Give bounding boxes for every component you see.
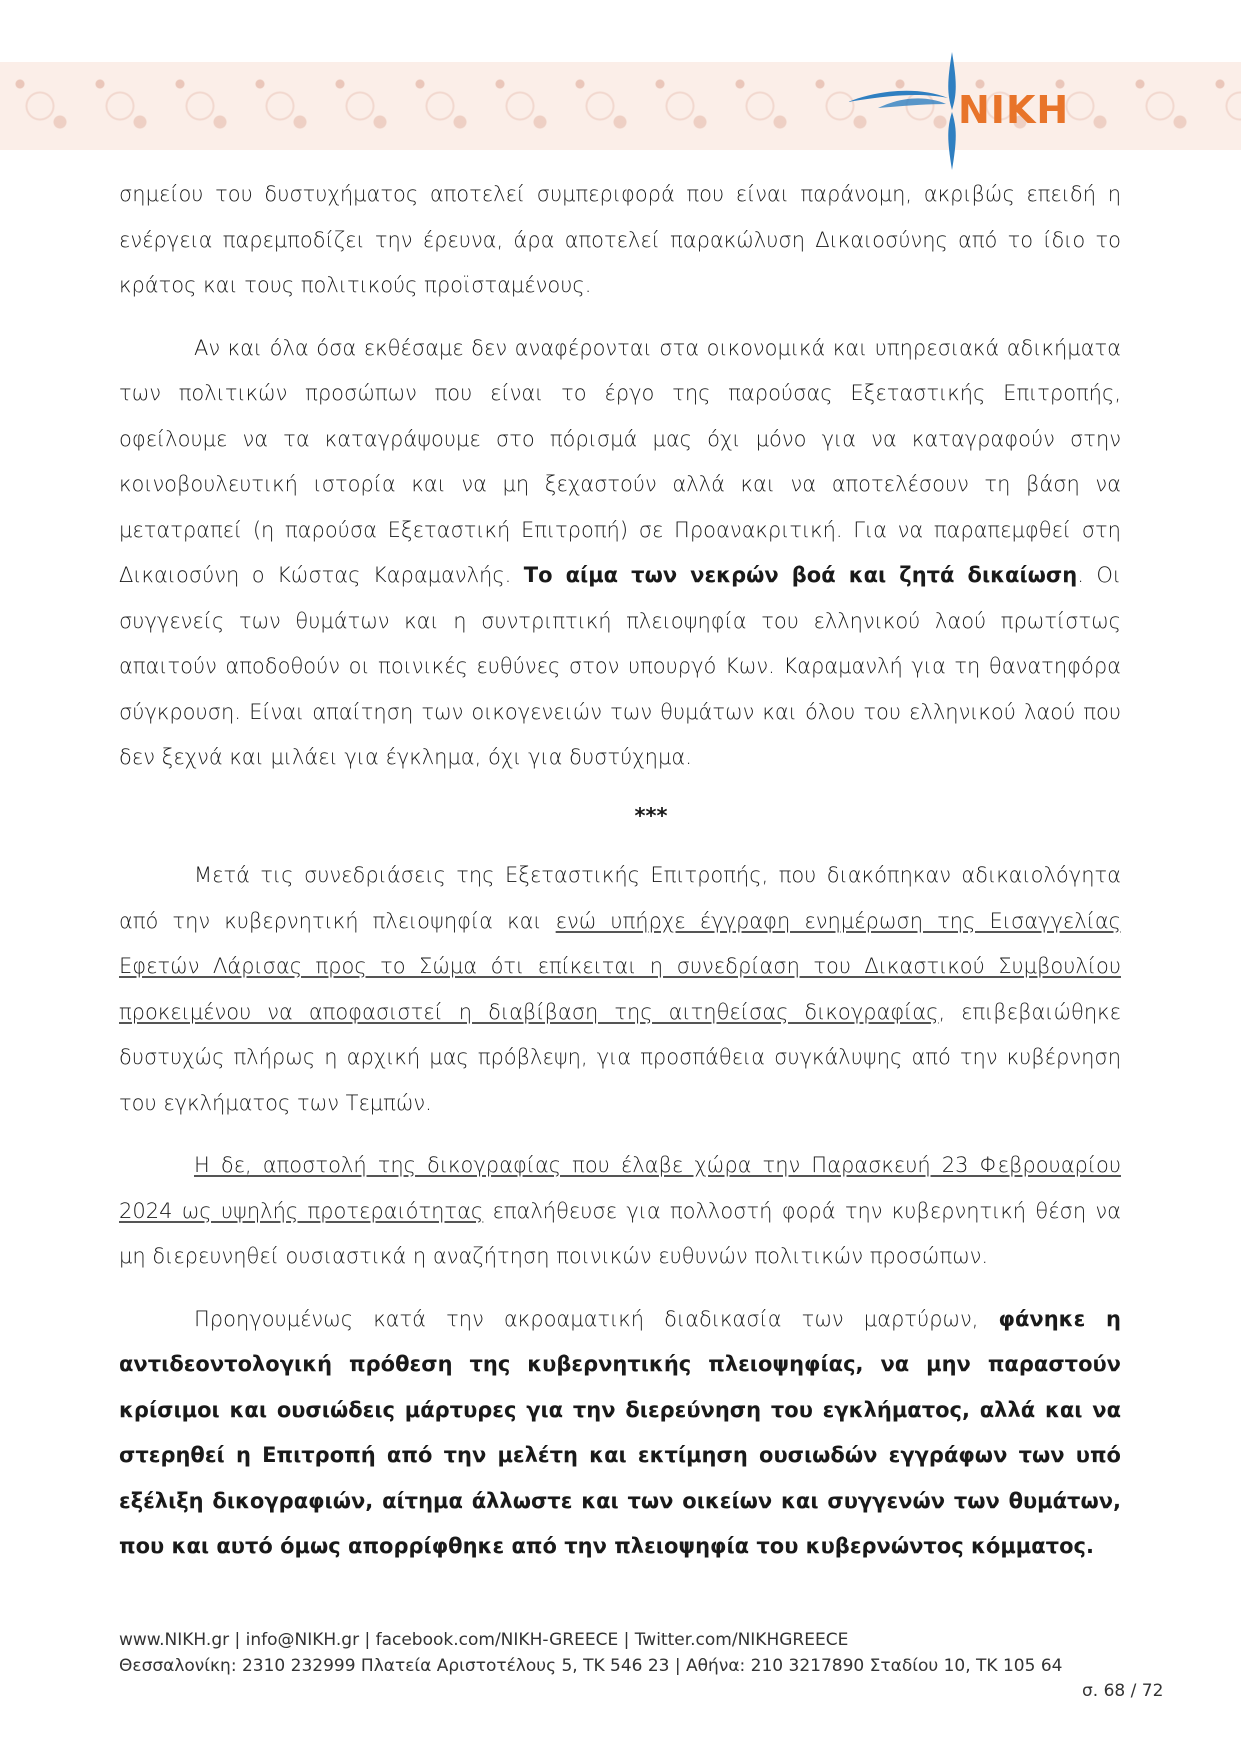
logo-text: NIKH [958, 88, 1070, 132]
paragraph-5 [119, 1297, 1121, 1570]
bold-statement: Το αίμα των νεκρών βοά και ζητά δικαίωση [523, 563, 1078, 587]
paragraph-text: . Οι συγγενείς των θυμάτων και η συντριπτική πλειοψηφία του ελληνικού λαού πρωτίστως απαιτούν αποδοθούν οι ποινικές ευθύνες στον υπουργό Κων. Καραμανλή για τη θανατηφόρα σύγκρουση. Είναι απαίτηση των οικογενειών των θυμάτων και όλου του ελληνικού λαού που δεν ξεχνά και μιλάει για έγκλημα, όχι για δυστύχημα. [119, 563, 1121, 769]
paragraph-1 [119, 172, 1121, 309]
underlined-text: Η δε, αποστολή της δικογραφίας που έλαβε χώρα την Παρασκευή 23 Φεβρουαρίου 2024 ως υψηλής προτεραιότητας [119, 1153, 1121, 1223]
paragraph-text: , επιβεβαιώθηκε δυστυχώς πλήρως η αρχική μας πρόβλεψη, για προσπάθεια συγκάλυψης από την κυβέρνηση του εγκλήματος των Τεμπών. [119, 999, 1122, 1115]
paragraph-text: Αν και όλα όσα εκθέσαμε δεν αναφέρονται στα οικονομικά και υπηρεσιακά αδικήματα των πολιτικών προσώπων που είναι το έργο της παρούσας Εξεταστικής Επιτροπής, οφείλουμε να τα καταγράψουμε στο πόρισμά μας όχι μόνο για να καταγραφούν στην κοινοβουλευτική ιστορία και να μη ξεχαστούν αλλά και να αποτελέσουν τη βάση να μετατραπεί (η παρούσα Εξεταστική Επιτροπή) σε Προανακριτική. Για να παραπεμφθεί στη Δικαιοσύνη ο Κώστας Καραμανλής. [119, 335, 1121, 587]
document-body [119, 172, 1121, 1587]
paragraph-text: Προηγουμένως κατά την ακροαματική διαδικασία των μαρτύρων, [194, 1306, 999, 1331]
bold-statement: φάνηκε η αντιδεοντολογική πρόθεση της κυβερνητικής πλειοψηφίας, να μην παραστούν κρίσιμοι και ουσιώδεις μάρτυρες για την διερεύνηση του εγκλήματος, αλλά και να στερηθεί η Επιτροπή από την μελέτη και εκτίμηση ουσιωδών εγγράφων των υπό εξέλιξη δικογραφιών, αίτημα άλλωστε και των οικείων και συγγενών των θυμάτων, που και αυτό όμως απορρίφθηκε από την πλειοψηφία του κυβερνώντος κόμματος. [119, 1306, 1121, 1558]
paragraph-text: σημείου του δυστυχήματος αποτελεί συμπεριφορά που είναι παράνομη, ακριβώς επειδή η ενέργεια παρεμποδίζει την έρευνα, άρα αποτελεί παρακώλυση Δικαιοσύνης από το ίδιο το κράτος και τους πολιτικούς προϊσταμένους. [119, 182, 1121, 297]
paragraph-text: Μετά τις συνεδριάσεις της Εξεταστικής Επιτροπής, που διακόπηκαν αδικαιολόγητα από την κυβερνητική πλειοψηφία και [119, 863, 1121, 933]
paragraph-2 [119, 326, 1121, 781]
underlined-text: ενώ υπήρχε έγγραφη ενημέρωση της Εισαγγελίας Εφετών Λάρισας προς το Σώμα ότι επίκειται η συνεδρίαση του Δικαστικού Συμβουλίου προκειμένου να αποφασιστεί η διαβίβαση της αιτηθείσας δικογραφίας [119, 908, 1121, 1024]
page-footer [119, 1627, 1121, 1679]
paragraph-4 [119, 1143, 1121, 1280]
nikh-logo [848, 52, 1088, 170]
paragraph-text: επαλήθευσε για πολλοστή φορά την κυβερνητική θέση να μη διερευνηθεί ουσιαστικά η αναζήτηση ποινικών ευθυνών πολιτικών προσώπων. [119, 1198, 1121, 1268]
section-separator: *** [634, 803, 668, 828]
page-number: σ. 68 / 72 [1082, 1681, 1164, 1701]
paragraph-3 [119, 853, 1121, 1126]
footer-links: www.NIKH.gr | info@NIKH.gr | facebook.com/NIKH-GREECE | Twitter.com/NIKHGREECE [119, 1630, 849, 1650]
footer-addresses: Θεσσαλονίκη: 2310 232999 Πλατεία Αριστοτέλους 5, ΤΚ 546 23 | Αθήνα: 210 3217890 Σταδίου 10, ΤΚ 105 64 [119, 1656, 1063, 1676]
